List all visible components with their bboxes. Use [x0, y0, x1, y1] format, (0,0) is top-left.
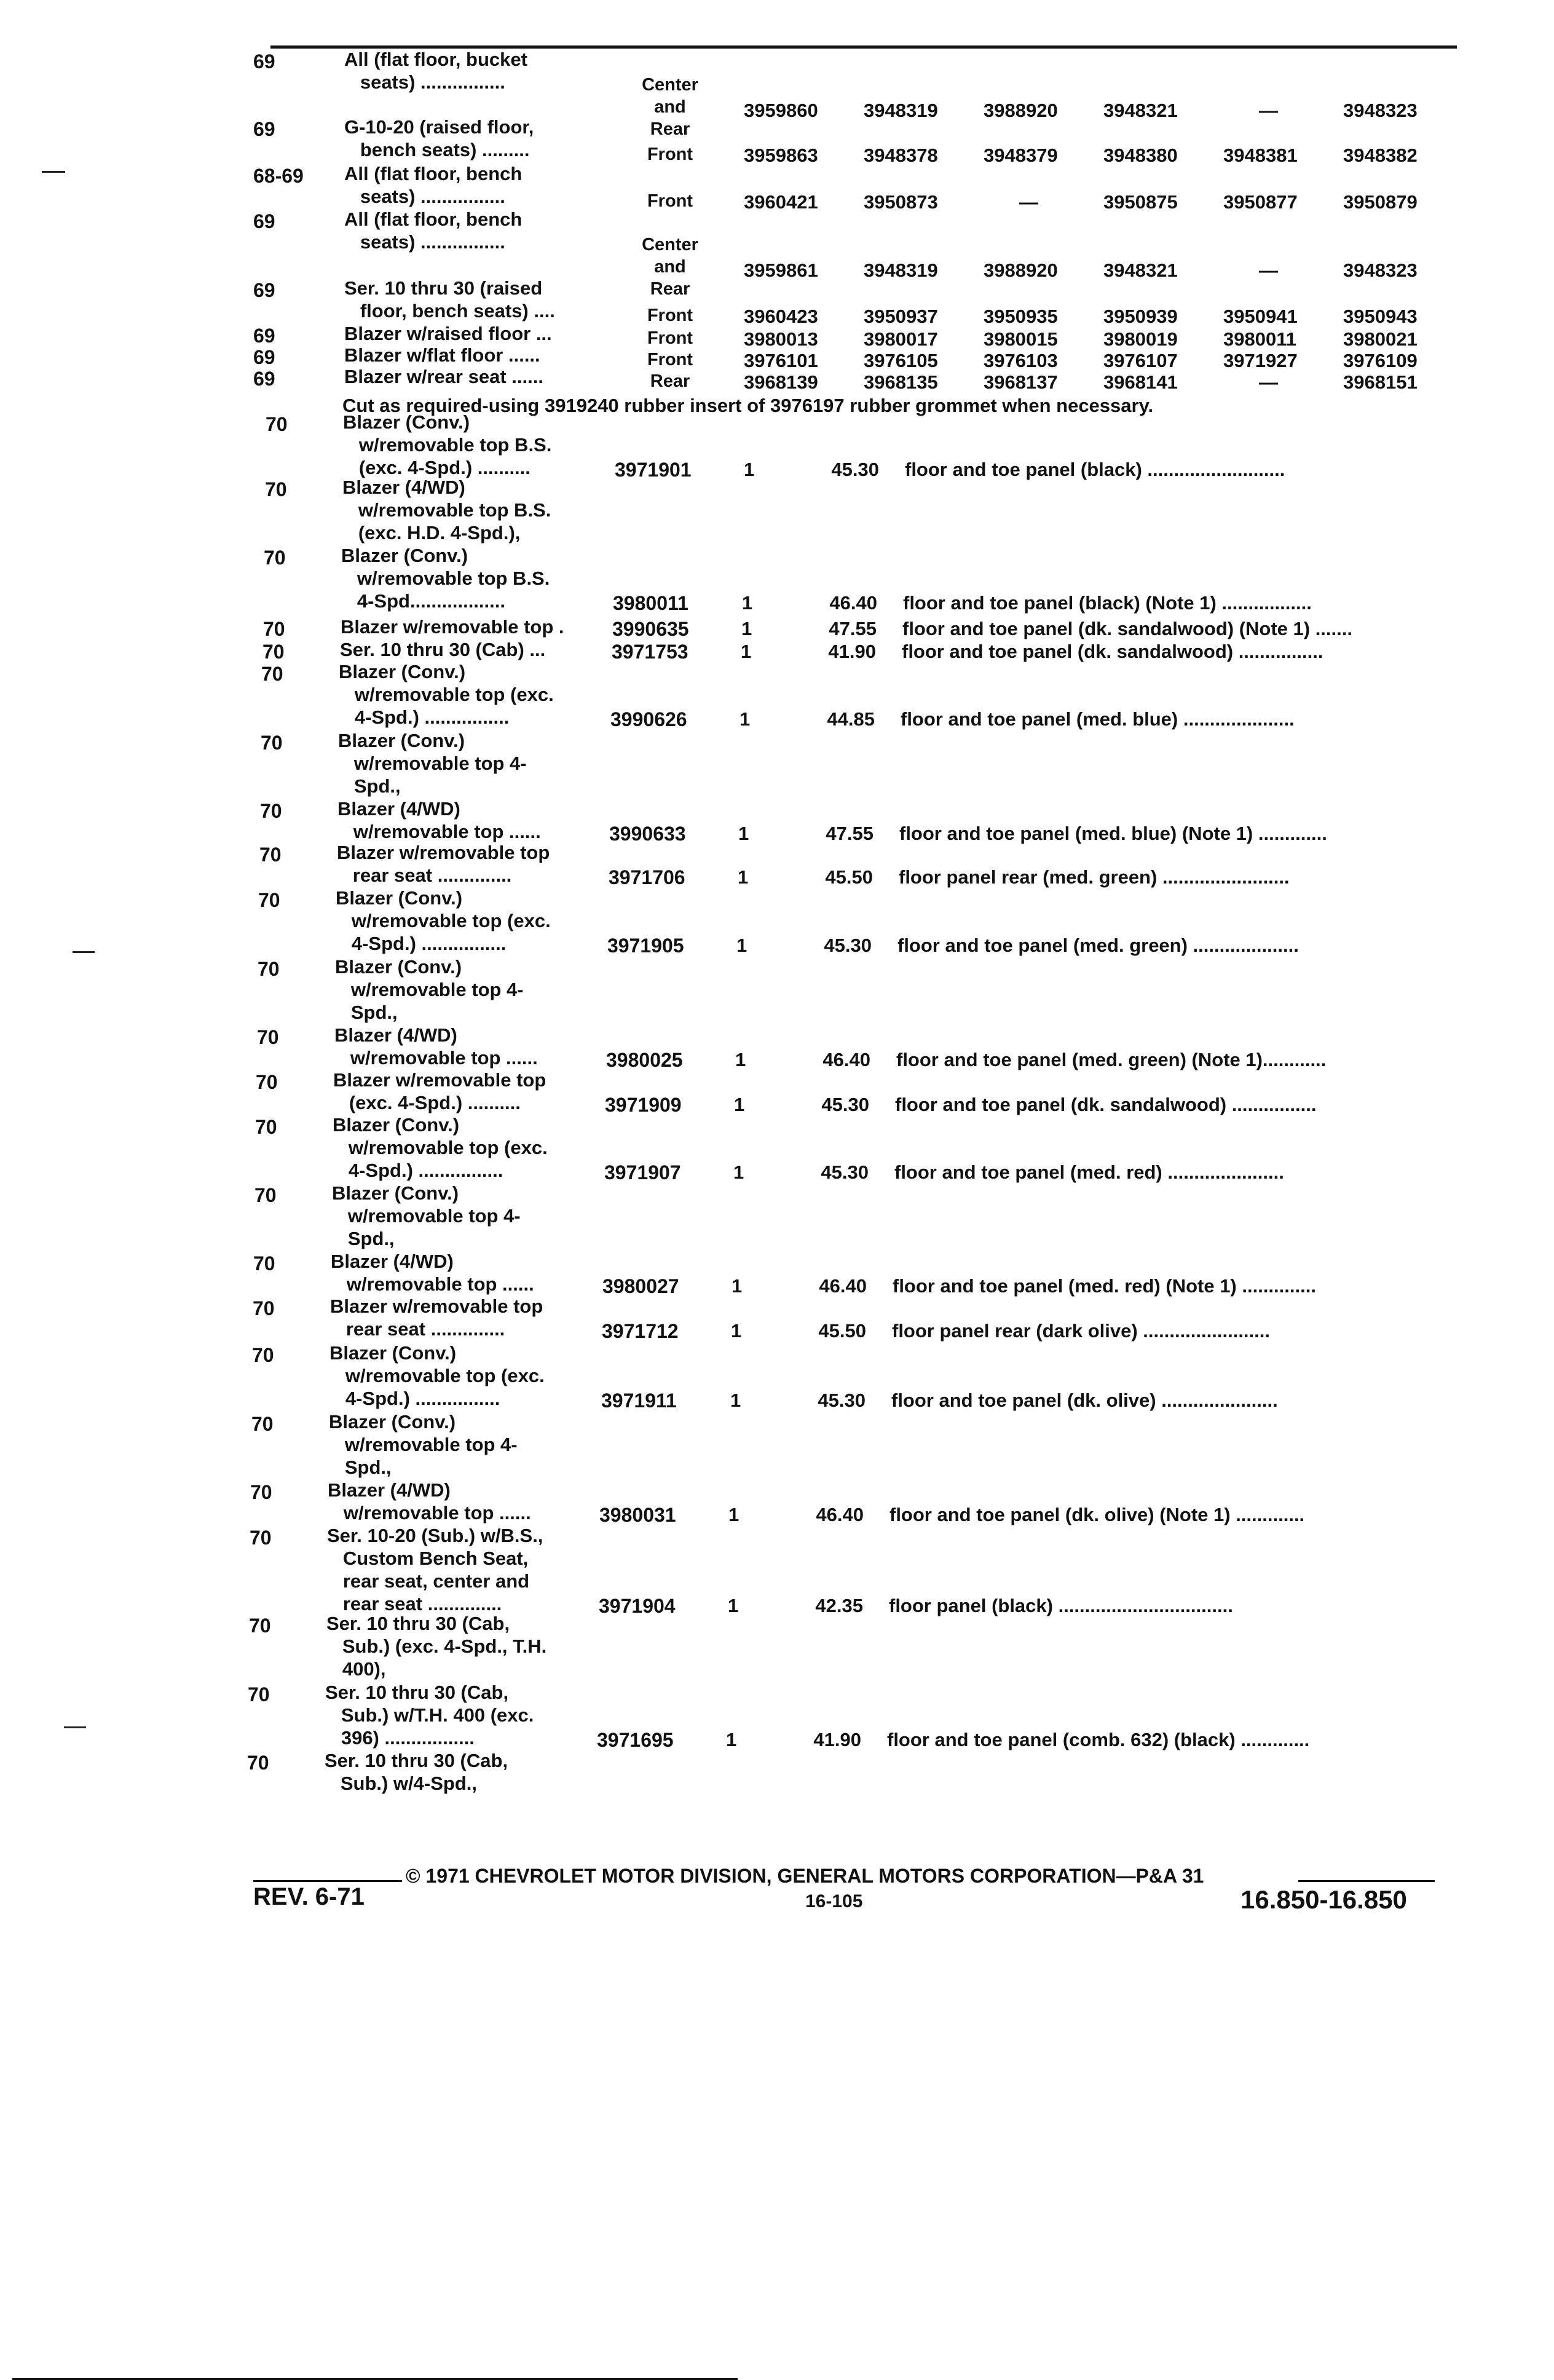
part-number-cell: 3948379: [984, 144, 1058, 166]
price-cell: 42.35: [815, 1595, 863, 1616]
part-number-cell: 3971911: [601, 1390, 677, 1412]
quantity-cell: 1: [736, 935, 747, 956]
year-cell: 70: [258, 958, 280, 980]
part-number-cell: —: [1259, 371, 1278, 393]
part-number-cell: 3971907: [604, 1161, 681, 1184]
description-cell: Blazer w/rear seat ......: [344, 366, 543, 387]
description-cell: Blazer (Conv.) w/removable top 4- Spd.,: [335, 956, 524, 1023]
part-number-cell: 3971753: [612, 641, 688, 663]
price-cell: 46.40: [822, 1049, 870, 1070]
part-description-cell: floor panel rear (dark olive) ........................: [892, 1320, 1270, 1342]
description-cell: G-10-20 (raised floor, bench seats) .........: [344, 116, 534, 160]
part-number-cell: 3950879: [1343, 191, 1418, 213]
description-cell: Blazer w/raised floor ...: [344, 323, 552, 344]
part-number-cell: 3968135: [864, 371, 938, 393]
year-cell: 70: [253, 1252, 275, 1275]
part-number-cell: 3948323: [1343, 259, 1418, 281]
part-number-cell: 3950875: [1103, 191, 1178, 213]
description-cell: All (flat floor, bench seats) ................: [344, 208, 523, 253]
part-number-cell: 3968141: [1103, 371, 1178, 393]
part-description-cell: floor and toe panel (comb. 632) (black) .............: [887, 1729, 1310, 1750]
price-cell: 45.30: [818, 1390, 866, 1411]
part-number-cell: 3971901: [615, 459, 692, 481]
quantity-cell: 1: [735, 1049, 746, 1070]
year-cell: 70: [257, 1026, 279, 1048]
part-number-cell: 3980015: [984, 328, 1058, 350]
description-cell: Ser. 10 thru 30 (Cab, Sub.) w/4-Spd.,: [325, 1750, 508, 1794]
position-cell: Front: [647, 306, 693, 325]
part-number-cell: 3971695: [597, 1729, 674, 1751]
year-cell: 68-69: [253, 165, 304, 187]
price-cell: 47.55: [826, 823, 874, 844]
part-number-cell: 3948381: [1223, 144, 1298, 166]
part-description-cell: floor and toe panel (dk. olive) (Note 1) .............: [889, 1504, 1305, 1525]
part-number-cell: 3971904: [599, 1595, 676, 1617]
year-cell: 70: [255, 1116, 277, 1138]
description-cell: All (flat floor, bench seats) ................: [344, 163, 523, 207]
part-number-cell: 3980011: [613, 592, 688, 614]
year-cell: 70: [260, 800, 282, 822]
part-number-cell: 3980027: [602, 1275, 679, 1297]
part-number-cell: 3976103: [984, 350, 1058, 371]
position-cell: Center and Rear: [642, 235, 698, 299]
part-number-cell: 3990626: [610, 708, 687, 730]
part-number-cell: 3971909: [605, 1094, 682, 1116]
part-description-cell: floor and toe panel (dk. sandalwood) ................: [902, 641, 1323, 662]
part-number-cell: 3976107: [1103, 350, 1178, 371]
year-cell: 69: [253, 325, 275, 347]
position-cell: Front: [647, 144, 693, 164]
quantity-cell: 1: [731, 1320, 742, 1342]
part-number-cell: 3968137: [984, 371, 1058, 393]
part-number-cell: —: [1259, 100, 1278, 121]
part-number-cell: 3968139: [744, 371, 818, 393]
quantity-cell: 1: [744, 459, 755, 480]
margin-mark: [64, 1726, 86, 1728]
part-number-cell: —: [1259, 259, 1278, 281]
part-number-cell: 3959861: [744, 259, 818, 281]
year-cell: 70: [250, 1527, 272, 1549]
year-cell: 70: [261, 663, 283, 685]
quantity-cell: 1: [741, 641, 752, 662]
part-description-cell: floor panel (black) .................................: [889, 1595, 1233, 1616]
price-cell: 45.30: [821, 1094, 869, 1115]
price-cell: 41.90: [828, 641, 876, 662]
part-number-cell: 3959863: [744, 144, 818, 166]
year-cell: 70: [251, 1413, 274, 1435]
part-number-cell: 3950873: [864, 191, 938, 213]
description-cell: Blazer (Conv.) w/removable top (exc. 4-Spd.) ................: [336, 887, 551, 954]
description-cell: Blazer (4/WD) w/removable top ......: [328, 1479, 531, 1524]
part-description-cell: floor and toe panel (med. blue) .....................: [901, 708, 1295, 730]
footer-copyright: © 1971 CHEVROLET MOTOR DIVISION, GENERAL MOTORS CORPORATION—P&A 31: [406, 1865, 1204, 1887]
part-number-cell: 3976109: [1343, 350, 1418, 371]
quantity-cell: 1: [728, 1504, 740, 1525]
part-number-cell: 3948382: [1343, 144, 1418, 166]
year-cell: 70: [259, 844, 282, 866]
part-number-cell: 3960421: [744, 191, 818, 213]
description-cell: Blazer (Conv.) w/removable top 4- Spd.,: [338, 730, 527, 797]
year-cell: 69: [253, 118, 275, 140]
description-cell: All (flat floor, bucket seats) ................: [344, 49, 527, 93]
description-cell: Blazer (4/WD) w/removable top B.S. (exc. H.D. 4-Spd.),: [342, 476, 551, 544]
part-description-cell: floor and toe panel (black) (Note 1) .................: [903, 592, 1312, 614]
quantity-cell: 1: [726, 1729, 737, 1750]
description-cell: Ser. 10 thru 30 (Cab) ...: [340, 639, 546, 660]
part-number-cell: 3948319: [864, 259, 938, 281]
description-cell: Blazer (Conv.) w/removable top (exc. 4-Spd.) ................: [339, 661, 554, 728]
part-number-cell: 3948323: [1343, 100, 1418, 121]
part-description-cell: floor and toe panel (med. red) (Note 1) ..............: [893, 1275, 1316, 1297]
year-cell: 69: [253, 279, 275, 301]
part-number-cell: 3950937: [864, 306, 938, 327]
part-number-cell: 3976105: [864, 350, 938, 371]
part-number-cell: 3948380: [1103, 144, 1178, 166]
price-cell: 45.30: [824, 935, 872, 956]
description-cell: Ser. 10-20 (Sub.) w/B.S., Custom Bench Seat, rear seat, center and rear seat ..............: [327, 1525, 543, 1615]
part-description-cell: floor and toe panel (med. red) ......................: [894, 1161, 1284, 1183]
footer-page-number: 16-105: [805, 1891, 863, 1912]
description-cell: Blazer (Conv.) w/removable top 4- Spd.,: [332, 1182, 521, 1249]
description-cell: Blazer (4/WD) w/removable top ......: [337, 798, 541, 842]
price-cell: 47.55: [829, 618, 877, 639]
price-cell: 45.30: [831, 459, 879, 480]
description-cell: Ser. 10 thru 30 (raised floor, bench seats) ....: [344, 277, 555, 322]
part-description-cell: floor and toe panel (dk. olive) ......................: [891, 1390, 1278, 1411]
description-cell: Blazer (Conv.) w/removable top (exc. 4-Spd.) ................: [329, 1342, 545, 1409]
quantity-cell: 1: [728, 1595, 739, 1616]
part-number-cell: 3980019: [1103, 328, 1178, 350]
footer-rule: [1298, 1880, 1435, 1882]
part-number-cell: 3950943: [1343, 306, 1418, 327]
price-cell: 46.40: [816, 1504, 864, 1525]
part-number-cell: 3980017: [864, 328, 938, 350]
part-number-cell: 3950939: [1103, 306, 1178, 327]
quantity-cell: 1: [734, 1094, 745, 1115]
part-number-cell: —: [1019, 191, 1038, 213]
year-cell: 70: [247, 1752, 269, 1774]
year-cell: 69: [253, 346, 275, 368]
price-cell: 45.50: [825, 866, 873, 888]
quantity-cell: 1: [730, 1390, 741, 1411]
year-cell: 70: [248, 1683, 270, 1706]
margin-mark: [73, 951, 95, 953]
part-number-cell: 3950935: [984, 306, 1058, 327]
part-number-cell: 3980025: [606, 1049, 683, 1071]
footer-section-number: 16.850-16.850: [1240, 1885, 1407, 1914]
description-cell: Blazer (Conv.) w/removable top 4- Spd.,: [329, 1411, 518, 1478]
part-number-cell: 3971905: [607, 935, 684, 957]
part-number-cell: 3948321: [1103, 259, 1178, 281]
part-number-cell: 3968151: [1343, 371, 1418, 393]
year-cell: 70: [261, 732, 283, 754]
part-number-cell: 3948319: [864, 100, 938, 121]
part-number-cell: 3971706: [609, 866, 685, 888]
part-number-cell: 3959860: [744, 100, 818, 121]
description-cell: Blazer w/removable top .: [341, 616, 564, 638]
quantity-cell: 1: [732, 1275, 743, 1297]
description-cell: Ser. 10 thru 30 (Cab, Sub.) (exc. 4-Spd., T.H. 400),: [326, 1613, 547, 1680]
part-description-cell: floor panel rear (med. green) ........................: [899, 866, 1290, 888]
description-cell: Blazer (4/WD) w/removable top ......: [331, 1251, 534, 1295]
part-number-cell: 3980011: [1223, 328, 1296, 350]
price-cell: 45.50: [818, 1320, 866, 1342]
part-description-cell: floor and toe panel (med. blue) (Note 1) .............: [899, 823, 1327, 844]
part-number-cell: 3980031: [599, 1504, 676, 1526]
year-cell: 70: [250, 1481, 272, 1503]
quantity-cell: 1: [741, 618, 752, 639]
position-cell: Front: [647, 350, 693, 370]
position-cell: Rear: [650, 371, 690, 391]
description-cell: Blazer (Conv.) w/removable top B.S. 4-Spd..................: [341, 545, 550, 612]
quantity-cell: 1: [742, 592, 753, 614]
year-cell: 70: [252, 1344, 274, 1366]
year-cell: 70: [258, 889, 280, 911]
part-number-cell: 3976101: [744, 350, 818, 371]
part-number-cell: 3950941: [1223, 306, 1298, 327]
year-cell: 70: [266, 413, 288, 435]
part-number-cell: 3971712: [602, 1320, 679, 1342]
description-cell: Blazer (Conv.) w/removable top (exc. 4-Spd.) ................: [333, 1114, 548, 1181]
part-number-cell: 3971927: [1223, 350, 1298, 371]
position-cell: Center and Rear: [642, 75, 698, 139]
part-number-cell: 3948378: [864, 144, 938, 166]
year-cell: 70: [249, 1615, 271, 1637]
year-cell: 70: [262, 641, 285, 663]
footer-rule: [253, 1880, 402, 1882]
year-cell: 69: [253, 368, 275, 390]
position-cell: Front: [647, 191, 693, 211]
year-cell: 70: [254, 1184, 277, 1206]
quantity-cell: 1: [738, 823, 749, 844]
year-cell: 70: [256, 1071, 278, 1093]
description-cell: Blazer w/flat floor ......: [344, 344, 540, 366]
part-description-cell: floor and toe panel (dk. sandalwood) (Note 1) .......: [902, 618, 1352, 639]
part-number-cell: 3948321: [1103, 100, 1178, 121]
part-number-cell: 3950877: [1223, 191, 1298, 213]
table1-note: Cut as required-using 3919240 rubber insert of 3976197 rubber grommet when necessary.: [342, 395, 1154, 416]
quantity-cell: 1: [740, 708, 751, 730]
margin-mark: [42, 171, 65, 173]
part-description-cell: floor and toe panel (med. green) ....................: [897, 935, 1299, 956]
part-number-cell: 3980013: [744, 328, 818, 350]
part-number-cell: 3990633: [609, 823, 686, 845]
price-cell: 45.30: [821, 1161, 869, 1183]
description-cell: Blazer w/removable top rear seat ..............: [330, 1295, 543, 1340]
description-cell: Blazer (Conv.) w/removable top B.S. (exc. 4-Spd.) ..........: [343, 411, 552, 478]
part-number-cell: 3988920: [984, 100, 1058, 121]
part-number-cell: 3988920: [984, 259, 1058, 281]
part-number-cell: 3990635: [612, 618, 689, 640]
description-cell: Ser. 10 thru 30 (Cab, Sub.) w/T.H. 400 (exc. 396) .................: [325, 1682, 534, 1749]
price-cell: 41.90: [813, 1729, 861, 1750]
price-cell: 44.85: [827, 708, 875, 730]
part-number-cell: 3960423: [744, 306, 818, 327]
part-description-cell: floor and toe panel (dk. sandalwood) ................: [895, 1094, 1317, 1115]
description-cell: Blazer (4/WD) w/removable top ......: [334, 1024, 538, 1069]
position-cell: Front: [647, 328, 693, 348]
quantity-cell: 1: [738, 866, 749, 888]
year-cell: 69: [253, 50, 275, 73]
footer-revision: REV. 6-71: [253, 1883, 365, 1910]
year-cell: 70: [263, 618, 285, 640]
year-cell: 70: [265, 478, 287, 500]
part-description-cell: floor and toe panel (med. green) (Note 1)............: [896, 1049, 1327, 1070]
year-cell: 70: [253, 1297, 275, 1319]
year-cell: 70: [264, 547, 286, 569]
price-cell: 46.40: [829, 592, 877, 614]
part-description-cell: floor and toe panel (black) ..........................: [905, 459, 1285, 480]
description-cell: Blazer w/removable top rear seat ..............: [337, 842, 550, 886]
year-cell: 69: [253, 210, 275, 232]
price-cell: 46.40: [819, 1275, 867, 1297]
quantity-cell: 1: [733, 1161, 744, 1183]
part-number-cell: 3980021: [1343, 328, 1418, 350]
description-cell: Blazer w/removable top (exc. 4-Spd.) ..........: [333, 1069, 546, 1113]
